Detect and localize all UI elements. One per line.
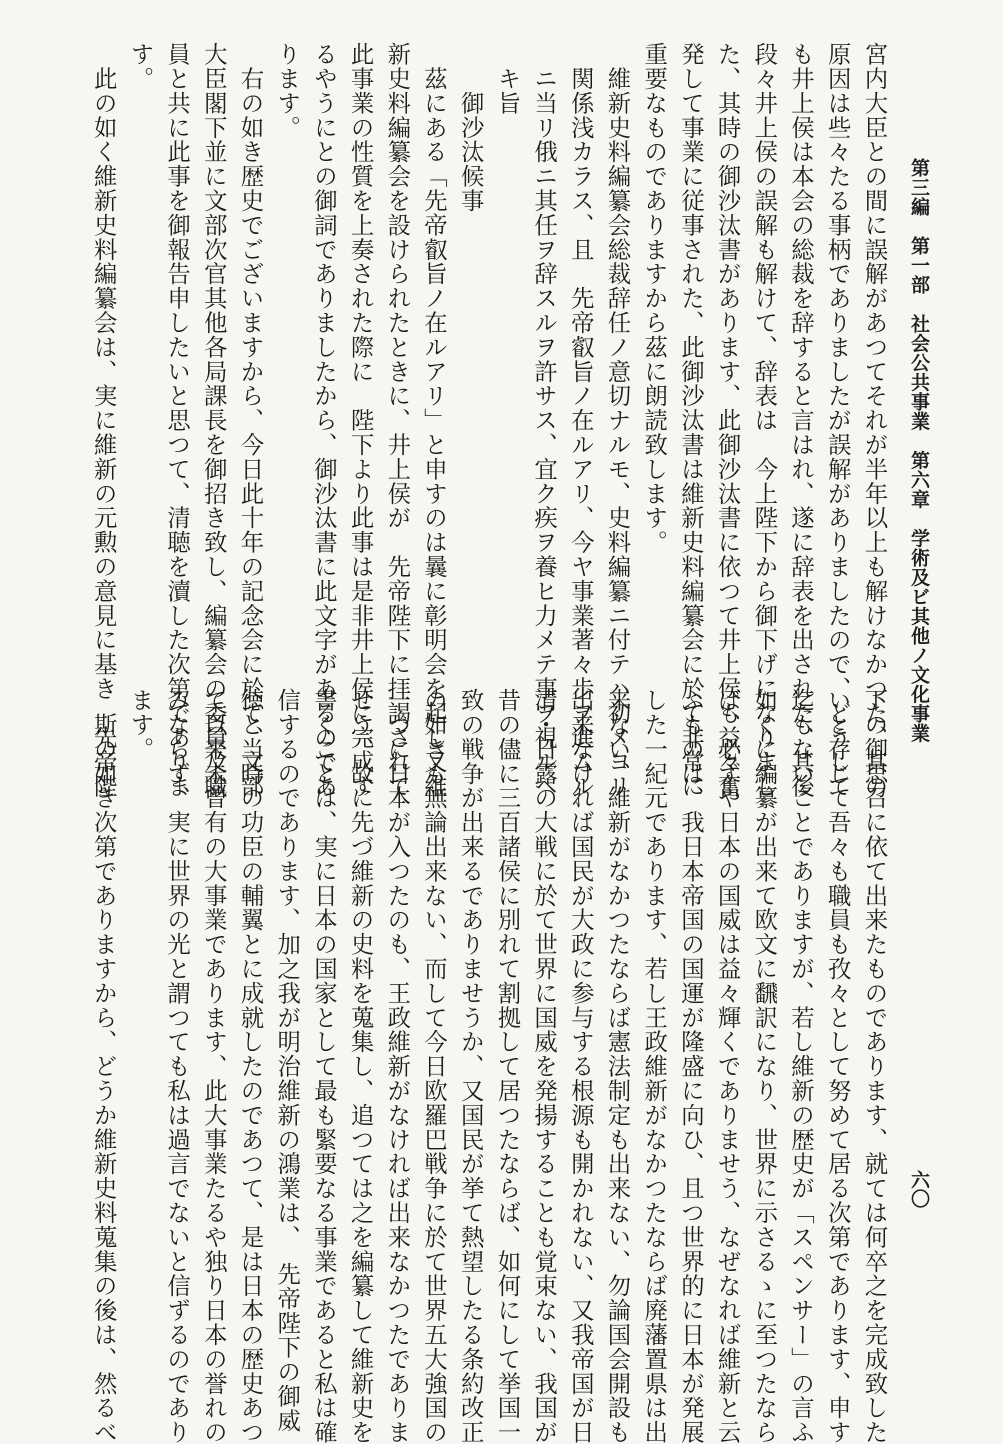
- text-line: 員と共に此事を御報告申したいと思つて、清聴を瀆した次第でありま: [163, 42, 192, 799]
- text-line: るやうにとの御詞でありましたから、御沙汰書に此文字があるのであ: [309, 42, 338, 799]
- text-line: せう、故に先づ維新の史料を蒐集し、追つては之を編纂して維新史を: [346, 688, 375, 1444]
- text-line: 一つに日本が入つたのも、王政維新がなければ出来なかつたでありま: [383, 688, 412, 1444]
- text-line: 発して事業に従事された、此御沙汰書は維新史料編纂会に於て非常に: [676, 42, 705, 799]
- text-line: みならず、実に世界の光と謂つても私は過言でないと信ずるのであり: [163, 688, 192, 1444]
- text-line: す。: [126, 42, 155, 91]
- text-line: て以来未曾有の大事業であります、此大事業たるや独り日本の誉れの: [199, 688, 228, 1444]
- text-line: 来ない、維新がなかつたならば憲法制定も出来ない、勿論国会開設も: [603, 688, 632, 1444]
- text-line: 出来なければ国民が大政に参与する根源も開かれない、又我帝国が日: [566, 688, 595, 1444]
- text-line: 昔の儘に三百諸侯に別れて割拠して居つたならば、如何にして挙国一: [493, 688, 522, 1444]
- text-line: 宮内大臣との間に誤解があつてそれが半年以上も解けなかつた、其の: [860, 42, 889, 799]
- text-line: 新史料編纂会を設けられたときに、井上侯が 先帝陛下に拝謁されて: [383, 42, 412, 799]
- text-line: 斯の如き次第でありますから、どうか維新史料蒐集の後は、然るべ: [89, 688, 118, 1444]
- text-line: ニ当リ俄ニ其任ヲ辞スルヲ許サス、宜ク疾ヲ養ヒ力メテ事ヲ視ルヘ: [530, 42, 559, 799]
- text-line: 茲にある「先帝叡旨ノ在ルアリ」と申すのは曩に彰明会を起し又維: [420, 42, 448, 799]
- text-line: の如きも無論出来ない、而して今日欧羅巴戦争に於て世界五大強国の: [420, 688, 448, 1444]
- text-line: 原因は些々たる事柄でありましたが誤解がありましたので、どうして: [823, 42, 852, 799]
- text-line: ります。: [273, 42, 302, 140]
- text-line: した一紀元であります、若し王政維新がなかつたならば廃藩置県は出: [640, 688, 669, 1444]
- text-line: た、其時の御沙汰書があります、此御沙汰書に依つて井上侯も益々奮: [713, 42, 742, 799]
- text-line: 下の御思召に依て出来たものであります、就ては何卒之を完成致した: [860, 688, 889, 1444]
- text-line: 此の如く維新史料編纂会は、実に維新の元勲の意見に基き 先帝陛: [89, 42, 118, 799]
- text-line: 迄もないことでありますが、若し維新の歴史が「スペンサー」の言ふ: [787, 688, 815, 1444]
- text-line: キ旨: [493, 42, 522, 116]
- text-line: 清・日露の大戦に於て世界に国威を発揚することも覚束ない、我国が: [530, 688, 559, 1444]
- text-line: 如くに編纂が出来て欧文に飜訳になり、世界に示さるゝに至つたなら: [750, 688, 779, 1444]
- text-line: 重要なものでありますから茲に朗読致します。: [640, 42, 669, 555]
- text-line: ば、必ずや日本の国威は益々輝くでありませう、なぜなれば維新と云: [713, 688, 742, 1444]
- text-line: 右の如き歴史でございますから、今日此十年の記念会に於て、文部: [236, 42, 265, 799]
- page-number: 六〇: [908, 1170, 930, 1208]
- text-line: いと存じて吾々も職員も孜々として努めて居る次第であります、申す: [823, 688, 852, 1444]
- text-line: 関係浅カラス、且 先帝叡旨ノ在ルアリ、今ヤ事業著々歩ヲ進ムル: [566, 42, 595, 799]
- text-line: 御沙汰候事: [456, 42, 485, 213]
- text-line: 徳と当時の功臣の輔翼とに成就したのであつて、是は日本の歴史あつ: [236, 688, 265, 1444]
- text-line: 信するのであります、加之我が明治維新の鴻業は、 先帝陛下の御威: [273, 688, 302, 1433]
- text-line: ふものは、我日本帝国の国運が隆盛に向ひ、且つ世界的に日本が発展: [676, 688, 705, 1444]
- text-line: 致の戦争が出来るでありませうか、又国民が挙て熱望したる条約改正: [456, 688, 485, 1444]
- text-line: 書くことは、実に日本の国家として最も緊要なる事業であると私は確: [309, 688, 338, 1444]
- text-line: も井上侯は本会の総裁を辞すると言はれ、遂に辞表を出された、其後: [787, 42, 815, 799]
- text-line: 大臣閣下並に文部次官其他各局課長を御招き致し、編纂会の委員及職: [199, 42, 228, 799]
- text-line: 段々井上侯の誤解も解けて、辞表は 今上陛下から御下げになりまし: [750, 42, 779, 799]
- running-head: 第三編 第一部 社会公共事業 第六章 学術及ビ其他ノ文化事業: [908, 158, 930, 743]
- text-line: ます。: [126, 688, 155, 762]
- text-line: 維新史料編纂会総裁辞任ノ意切ナルモ、史料編纂ニ付テハ初メヨリ: [603, 42, 632, 799]
- text-line: 此事業の性質を上奏された際に 陛下より此事は是非井上侯に完成す: [346, 42, 375, 799]
